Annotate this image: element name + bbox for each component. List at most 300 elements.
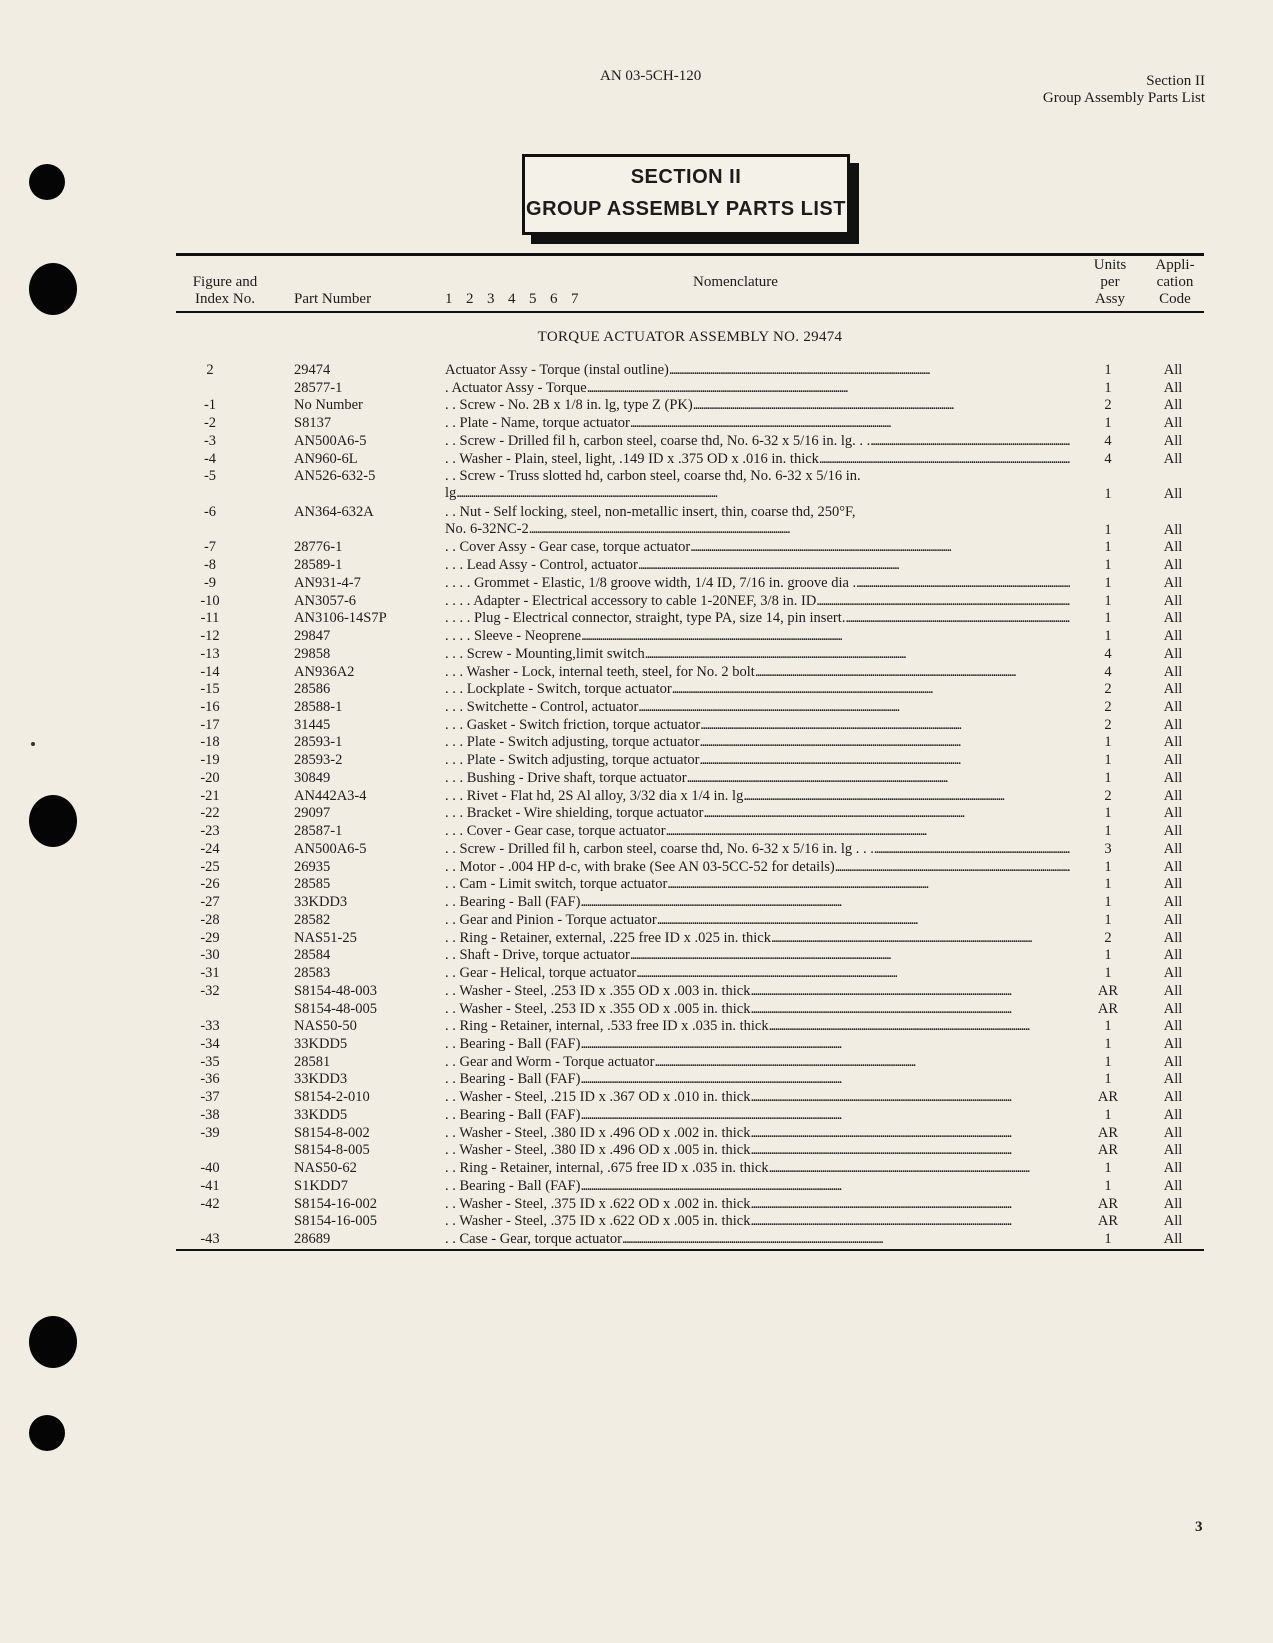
part-number-cell: 28593-2	[294, 752, 343, 769]
figure-index-cell: -30	[200, 947, 220, 964]
figure-index-cell: -11	[200, 610, 220, 627]
punch-hole	[29, 263, 77, 315]
part-number-cell: 28776-1	[294, 539, 343, 556]
units-per-assy-cell: 1	[1104, 805, 1112, 822]
nomenclature-cell	[445, 859, 1070, 876]
dot-leader	[654, 1054, 1070, 1071]
nomenclature-cell	[445, 876, 1070, 893]
section-title-box	[522, 154, 850, 235]
dot-leader	[456, 485, 1070, 502]
dot-leader	[743, 788, 1070, 805]
nomenclature-cell	[445, 664, 1070, 681]
nomenclature-line	[445, 664, 1070, 681]
units-per-assy-cell: 1	[1104, 894, 1112, 911]
table-row	[0, 770, 1273, 788]
dot-leader	[580, 1036, 1070, 1053]
application-code-cell: All	[1163, 663, 1183, 680]
dot-leader	[636, 965, 1070, 982]
units-per-assy-cell: 1	[1104, 1071, 1112, 1088]
nomenclature-text: . . Bearing - Ball (FAF)	[445, 1035, 581, 1052]
application-code-cell: All	[1163, 1089, 1183, 1106]
figure-index-cell: -40	[200, 1160, 220, 1177]
figure-index-cell: -34	[200, 1035, 220, 1052]
units-per-assy-cell: 1	[1104, 1018, 1112, 1035]
nomenclature-text: . . . . Sleeve - Neoprene	[445, 628, 582, 645]
units-per-assy-cell: 1	[1104, 592, 1112, 609]
column-header-application-code: Appli- cation Code	[1155, 257, 1195, 307]
nomenclature-cell	[445, 841, 1070, 858]
nomenclature-line	[445, 894, 1070, 911]
application-code-cell: All	[1163, 450, 1183, 467]
figure-index-cell: -28	[200, 911, 220, 928]
nomenclature-text: Actuator Assy - Torque (instal outline)	[445, 362, 669, 378]
application-code-cell: All	[1163, 858, 1183, 875]
part-number-cell: 28593-1	[294, 734, 343, 751]
nomenclature-text: . . Ring - Retainer, internal, .533 free ID x .035 in. thick	[445, 1018, 769, 1035]
section-subtitle: GROUP ASSEMBLY PARTS LIST	[526, 198, 846, 220]
nomenclature-text: . . . . Adapter - Electrical accessory to cable 1-20NEF, 3/8 in. ID	[445, 592, 817, 609]
dot-leader	[622, 1231, 1070, 1248]
dot-leader	[750, 1001, 1070, 1018]
nomenclature-line	[445, 380, 1070, 397]
units-per-assy-cell: 1	[1104, 858, 1112, 875]
figure-index-cell: -19	[200, 752, 220, 769]
nomenclature-text: . . Bearing - Ball (FAF)	[445, 894, 581, 911]
units-per-assy-cell: 1	[1104, 628, 1112, 645]
nomenclature-text: . . Nut - Self locking, steel, non-metallic insert, thin, coarse thd, 250°F,	[445, 503, 856, 520]
dot-leader	[750, 1213, 1070, 1230]
application-code-cell: All	[1163, 432, 1183, 449]
units-per-assy-cell: 1	[1104, 1231, 1112, 1248]
dot-leader	[657, 912, 1070, 929]
part-number-cell: 28581	[294, 1053, 331, 1070]
table-row	[0, 664, 1273, 682]
figure-index-cell: -25	[200, 858, 220, 875]
figure-index-cell: -33	[200, 1018, 220, 1035]
dot-leader	[750, 1196, 1070, 1213]
dot-leader	[581, 628, 1070, 645]
nomenclature-line	[445, 876, 1070, 893]
units-per-assy-cell: 2	[1104, 681, 1112, 698]
application-code-cell: All	[1163, 521, 1183, 538]
nomenclature-text: . . Bearing - Ball (FAF)	[445, 1071, 581, 1088]
dot-leader	[638, 699, 1070, 716]
nomenclature-text: . . . Lockplate - Switch, torque actuator	[445, 681, 672, 698]
nomenclature-line	[445, 1001, 1070, 1018]
nomenclature-cell	[445, 1018, 1070, 1035]
nomenclature-cell	[445, 823, 1070, 840]
table-row	[0, 859, 1273, 877]
nomenclature-text: . . Screw - Drilled fil h, carbon steel, coarse thd, No. 6-32 x 5/16 in. lg. . .	[445, 432, 871, 449]
table-row	[0, 1054, 1273, 1072]
application-code-cell: All	[1163, 894, 1183, 911]
nomenclature-text: . . . Gasket - Switch friction, torque actuator	[445, 716, 701, 733]
nomenclature-text: . . . Lead Assy - Control, actuator	[445, 557, 638, 574]
nomenclature-cell	[445, 1196, 1070, 1213]
part-number-cell: AN526-632-5	[294, 468, 376, 485]
units-per-assy-cell: 1	[1104, 539, 1112, 556]
nomenclature-line	[445, 485, 1070, 502]
nomenclature-cell	[445, 1178, 1070, 1195]
nomenclature-line	[445, 1213, 1070, 1230]
page-number: 3	[1195, 1519, 1203, 1535]
figure-index-cell: 2	[206, 362, 214, 378]
part-number-cell: 31445	[294, 716, 331, 733]
nomenclature-cell	[445, 433, 1070, 450]
part-number-cell: 29097	[294, 805, 331, 822]
nomenclature-cell	[445, 1125, 1070, 1142]
application-code-cell: All	[1163, 1231, 1183, 1248]
dot-leader	[845, 610, 1070, 627]
application-code-cell: All	[1163, 769, 1183, 786]
part-number-cell: AN960-6L	[294, 450, 358, 467]
table-row	[0, 841, 1273, 859]
figure-index-cell: -16	[200, 699, 220, 716]
dot-leader	[630, 415, 1070, 432]
application-code-cell: All	[1163, 982, 1183, 999]
figure-index-cell: -42	[200, 1195, 220, 1212]
table-row	[0, 699, 1273, 717]
dot-leader	[835, 859, 1070, 876]
application-code-cell: All	[1163, 1142, 1183, 1159]
application-code-cell: All	[1163, 1195, 1183, 1212]
dot-leader	[580, 1107, 1070, 1124]
dot-leader	[769, 1160, 1070, 1177]
figure-index-cell: -17	[200, 716, 220, 733]
nomenclature-cell	[445, 610, 1070, 627]
part-number-cell: 33KDD3	[294, 894, 348, 911]
nomenclature-text: . . Gear and Pinion - Torque actuator	[445, 911, 657, 928]
figure-index-cell: -26	[200, 876, 220, 893]
nomenclature-line	[445, 557, 1070, 574]
nomenclature-cell	[445, 1231, 1070, 1248]
part-number-cell: S8154-16-005	[294, 1213, 377, 1230]
part-number-cell: S8154-8-005	[294, 1142, 370, 1159]
units-per-assy-cell: 4	[1104, 450, 1112, 467]
part-number-cell: S8154-48-003	[294, 982, 377, 999]
units-per-assy-cell: 1	[1104, 1160, 1112, 1177]
application-code-cell: All	[1163, 947, 1183, 964]
nomenclature-cell	[445, 362, 1070, 379]
units-per-assy-cell: 4	[1104, 663, 1112, 680]
application-code-cell: All	[1163, 911, 1183, 928]
nomenclature-text: . Actuator Assy - Torque	[445, 379, 587, 396]
part-number-cell: AN3057-6	[294, 592, 357, 609]
nomenclature-cell	[445, 646, 1070, 663]
units-per-assy-cell: 1	[1104, 1106, 1112, 1123]
figure-index-cell: -27	[200, 894, 220, 911]
figure-index-cell: -6	[203, 503, 217, 520]
units-per-assy-cell: 2	[1104, 787, 1112, 804]
application-code-cell: All	[1163, 1053, 1183, 1070]
nomenclature-line	[445, 539, 1070, 556]
nomenclature-line	[445, 521, 1070, 538]
nomenclature-line	[445, 770, 1070, 787]
part-number-cell: AN931-4-7	[294, 574, 361, 591]
nomenclature-line	[445, 1231, 1070, 1248]
nomenclature-cell	[445, 1054, 1070, 1071]
nomenclature-line	[445, 451, 1070, 468]
section-title: SECTION II	[630, 166, 742, 188]
figure-index-cell: -7	[203, 539, 217, 556]
application-code-cell: All	[1163, 1160, 1183, 1177]
part-number-cell: 28585	[294, 876, 331, 893]
table-row	[0, 362, 1273, 380]
nomenclature-cell	[445, 1142, 1070, 1159]
figure-index-cell: -23	[200, 823, 220, 840]
application-code-cell: All	[1163, 965, 1183, 982]
application-code-cell: All	[1163, 610, 1183, 627]
nomenclature-line	[445, 362, 1070, 379]
nomenclature-cell	[445, 805, 1070, 822]
part-number-cell: S8154-2-010	[294, 1089, 370, 1106]
figure-index-cell: -13	[200, 645, 220, 662]
nomenclature-text: . . . Washer - Lock, internal teeth, steel, for No. 2 bolt	[445, 663, 755, 680]
nomenclature-cell	[445, 1089, 1070, 1106]
nomenclature-text: . . . Plate - Switch adjusting, torque actuator	[445, 734, 700, 751]
application-code-cell: All	[1163, 379, 1183, 396]
table-row	[0, 1036, 1273, 1054]
figure-index-cell: -2	[203, 415, 217, 432]
table-row	[0, 717, 1273, 735]
figure-index-cell: -8	[203, 557, 217, 574]
part-number-cell: S8154-16-002	[294, 1195, 377, 1212]
dot-leader	[700, 717, 1070, 734]
table-row	[0, 930, 1273, 948]
nomenclature-text: . . . . Plug - Electrical connector, straight, type PA, size 14, pin insert.	[445, 610, 846, 627]
column-header-figure-index: Figure and Index No.	[192, 274, 258, 307]
application-code-cell: All	[1163, 539, 1183, 556]
nomenclature-cell	[445, 965, 1070, 982]
figure-index-cell: -4	[203, 450, 217, 467]
nomenclature-cell	[445, 539, 1070, 556]
dot-leader	[816, 593, 1070, 610]
application-code-cell: All	[1163, 592, 1183, 609]
part-number-cell: NAS50-50	[294, 1018, 357, 1035]
nomenclature-cell	[445, 557, 1070, 574]
punch-hole	[29, 164, 65, 200]
nomenclature-line	[445, 734, 1070, 751]
units-per-assy-cell: 1	[1104, 769, 1112, 786]
nomenclature-cell	[445, 1001, 1070, 1018]
part-number-cell: 28588-1	[294, 699, 343, 716]
units-per-assy-cell: 1	[1104, 947, 1112, 964]
part-number-cell: AN3106-14S7P	[294, 610, 387, 627]
nomenclature-line	[445, 397, 1070, 414]
nomenclature-cell	[445, 593, 1070, 610]
table-row	[0, 1160, 1273, 1178]
nomenclature-cell	[445, 504, 1070, 538]
application-code-cell: All	[1163, 716, 1183, 733]
nomenclature-cell	[445, 1213, 1070, 1230]
table-row	[0, 1213, 1273, 1231]
units-per-assy-cell: 4	[1104, 645, 1112, 662]
application-code-cell: All	[1163, 486, 1183, 503]
part-number-cell: 28582	[294, 911, 331, 928]
figure-index-cell: -36	[200, 1071, 220, 1088]
table-row	[0, 912, 1273, 930]
application-code-cell: All	[1163, 840, 1183, 857]
part-number-cell: 28584	[294, 947, 331, 964]
application-code-cell: All	[1163, 415, 1183, 432]
nomenclature-cell	[445, 770, 1070, 787]
part-number-cell: 29858	[294, 645, 331, 662]
application-code-cell: All	[1163, 1124, 1183, 1141]
units-per-assy-cell: 1	[1104, 752, 1112, 769]
table-row	[0, 983, 1273, 1001]
figure-index-cell: -43	[200, 1231, 220, 1248]
part-number-cell: S8154-8-002	[294, 1124, 370, 1141]
units-per-assy-cell: 1	[1104, 823, 1112, 840]
units-per-assy-cell: 2	[1104, 699, 1112, 716]
nomenclature-line	[445, 841, 1070, 858]
dot-leader	[580, 1071, 1070, 1088]
nomenclature-line	[445, 415, 1070, 432]
assembly-title: TORQUE ACTUATOR ASSEMBLY NO. 29474	[537, 329, 843, 345]
dot-leader	[819, 451, 1070, 468]
dot-leader	[769, 1018, 1070, 1035]
application-code-cell: All	[1163, 1018, 1183, 1035]
table-row	[0, 894, 1273, 912]
dot-leader	[870, 433, 1070, 450]
nomenclature-line	[445, 1071, 1070, 1088]
punch-hole	[29, 1316, 77, 1368]
nomenclature-cell	[445, 912, 1070, 929]
table-row	[0, 397, 1273, 415]
table-row	[0, 1196, 1273, 1214]
part-number-cell: NAS51-25	[294, 929, 357, 946]
figure-index-cell: -5	[203, 468, 217, 485]
figure-index-cell: -24	[200, 840, 220, 857]
column-header-indent-levels: 1 2 3 4 5 6 7	[445, 291, 579, 307]
application-code-cell: All	[1163, 1213, 1183, 1230]
application-code-cell: All	[1163, 699, 1183, 716]
dot-leader	[856, 575, 1070, 592]
nomenclature-cell	[445, 397, 1070, 414]
units-per-assy-cell: 2	[1104, 716, 1112, 733]
part-number-cell: NAS50-62	[294, 1160, 357, 1177]
dot-leader	[666, 823, 1070, 840]
nomenclature-line	[445, 1142, 1070, 1159]
table-row	[0, 1231, 1273, 1249]
nomenclature-text: . . Washer - Steel, .253 ID x .355 OD x .003 in. thick	[445, 982, 751, 999]
figure-index-cell: -22	[200, 805, 220, 822]
nomenclature-text: . . Washer - Plain, steel, light, .149 ID x .375 OD x .016 in. thick	[445, 450, 819, 467]
table-row	[0, 1089, 1273, 1107]
units-per-assy-cell: 1	[1104, 557, 1112, 574]
nomenclature-line	[445, 1160, 1070, 1177]
nomenclature-text: . . Screw - Drilled fil h, carbon steel, coarse thd, No. 6-32 x 5/16 in. lg . . .	[445, 840, 874, 857]
dot-leader	[750, 1125, 1070, 1142]
units-per-assy-cell: 2	[1104, 929, 1112, 946]
units-per-assy-cell: 1	[1104, 486, 1112, 503]
figure-index-cell: -14	[200, 663, 220, 680]
dot-leader	[580, 1178, 1070, 1195]
part-number-cell: AN442A3-4	[294, 787, 367, 804]
figure-index-cell: -31	[200, 965, 220, 982]
column-header-part-number: Part Number	[294, 291, 372, 307]
figure-index-cell: -21	[200, 787, 220, 804]
application-code-cell: All	[1163, 557, 1183, 574]
table-row	[0, 681, 1273, 699]
nomenclature-cell	[445, 451, 1070, 468]
dot-leader	[690, 539, 1070, 556]
dot-leader	[672, 681, 1070, 698]
table-row	[0, 539, 1273, 557]
figure-index-cell: -41	[200, 1177, 220, 1194]
nomenclature-text: . . Ring - Retainer, internal, .675 free ID x .035 in. thick	[445, 1160, 769, 1177]
table-row	[0, 468, 1273, 504]
figure-index-cell: -18	[200, 734, 220, 751]
nomenclature-line	[445, 628, 1070, 645]
nomenclature-text: . . Cam - Limit switch, torque actuator	[445, 876, 668, 893]
figure-index-cell: -39	[200, 1124, 220, 1141]
part-number-cell: AN364-632A	[294, 503, 374, 520]
dot-leader	[750, 1142, 1070, 1159]
table-row	[0, 610, 1273, 628]
dot-leader	[687, 770, 1070, 787]
table-row	[0, 965, 1273, 983]
dot-leader	[703, 805, 1070, 822]
units-per-assy-cell: 1	[1104, 965, 1112, 982]
nomenclature-line	[445, 1178, 1070, 1195]
units-per-assy-cell: 1	[1104, 379, 1112, 396]
nomenclature-text: . . . Bushing - Drive shaft, torque actuator	[445, 769, 687, 786]
table-row	[0, 593, 1273, 611]
nomenclature-cell	[445, 752, 1070, 769]
nomenclature-text: . . . Cover - Gear case, torque actuator	[445, 823, 666, 840]
application-code-cell: All	[1163, 681, 1183, 698]
figure-index-cell: -9	[203, 574, 217, 591]
table-row	[0, 575, 1273, 593]
application-code-cell: All	[1163, 823, 1183, 840]
column-header-units-per-assy: Units per Assy	[1093, 257, 1127, 307]
units-per-assy-cell: 3	[1104, 840, 1112, 857]
dot-leader	[630, 947, 1070, 964]
part-number-cell: AN936A2	[294, 663, 355, 680]
nomenclature-line	[445, 575, 1070, 592]
nomenclature-line	[445, 504, 1070, 521]
table-row	[0, 380, 1273, 398]
nomenclature-text: . . Case - Gear, torque actuator	[445, 1231, 622, 1248]
units-per-assy-cell: 1	[1104, 610, 1112, 627]
nomenclature-text: . . Cover Assy - Gear case, torque actuator	[445, 539, 691, 556]
nomenclature-text: . . . Screw - Mounting,limit switch	[445, 645, 645, 662]
table-row	[0, 1071, 1273, 1089]
part-number-cell: 28583	[294, 965, 331, 982]
part-number-cell: AN500A6-5	[294, 432, 367, 449]
figure-index-cell: -10	[200, 592, 220, 609]
table-row	[0, 1018, 1273, 1036]
application-code-cell: All	[1163, 362, 1183, 378]
units-per-assy-cell: 1	[1104, 734, 1112, 751]
nomenclature-line	[445, 1125, 1070, 1142]
application-code-cell: All	[1163, 574, 1183, 591]
nomenclature-cell	[445, 894, 1070, 911]
nomenclature-text: . . Washer - Steel, .380 ID x .496 OD x .005 in. thick	[445, 1142, 751, 1159]
application-code-cell: All	[1163, 805, 1183, 822]
application-code-cell: All	[1163, 1177, 1183, 1194]
nomenclature-cell	[445, 628, 1070, 645]
nomenclature-text: . . . . Grommet - Elastic, 1/8 groove width, 1/4 ID, 7/16 in. groove dia .	[445, 574, 857, 591]
dot-leader	[771, 930, 1070, 947]
part-number-cell: 33KDD5	[294, 1106, 348, 1123]
figure-index-cell: -1	[203, 397, 217, 414]
table-row	[0, 876, 1273, 894]
nomenclature-line	[445, 1196, 1070, 1213]
nomenclature-line	[445, 1036, 1070, 1053]
part-number-cell: AN500A6-5	[294, 840, 367, 857]
